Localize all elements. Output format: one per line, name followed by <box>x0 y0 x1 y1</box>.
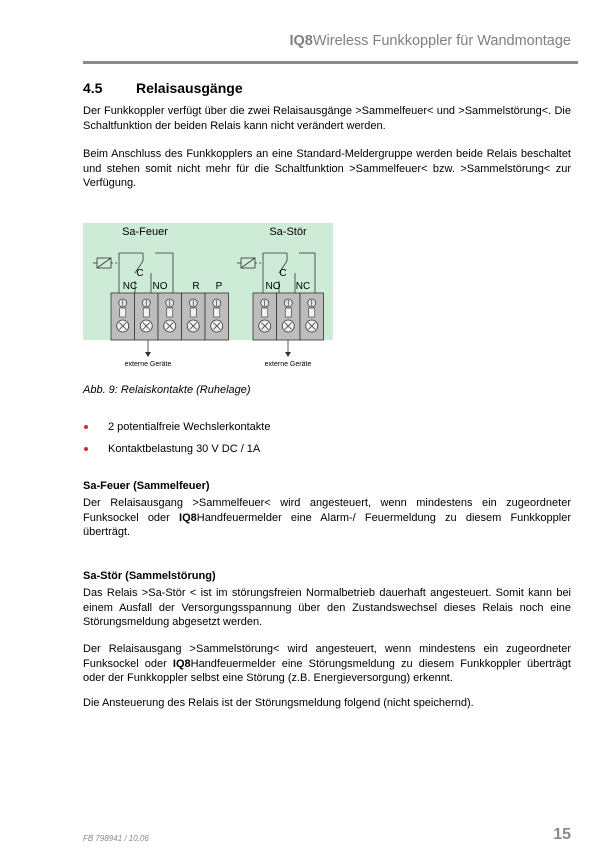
section-heading <box>83 80 243 96</box>
sa-stoer-terminal-label: NO <box>265 281 281 292</box>
sa-stoer-c-label: C <box>279 268 287 279</box>
header-brand: IQ8 <box>289 33 313 49</box>
feature-list <box>83 420 270 464</box>
sa-stoer-text-after: Handfeuermelder eine Störungsmeldung zu diesem Funkkoppler überträgt oder der Funkkoppler selbst eine Störung (z.B. Energieversorgung) erkennt. <box>83 657 571 684</box>
sa-feuer-terminal <box>158 293 182 340</box>
section-number: 4.5 <box>83 80 103 96</box>
header-divider <box>83 61 578 64</box>
connection-paragraph: Beim Anschluss des Funkkopplers an eine Standard-Meldergruppe werden beide Relais beschaltet und stehen somit nicht mehr für die Schaltfunktion >Sammelfeuer< bzw. >Sammelstörung< zur Verfügung. <box>83 148 571 189</box>
sa-stoer-label: Sa-Stör <box>269 226 307 238</box>
sa-feuer-terminal-label: R <box>192 281 200 292</box>
sa-feuer-text-before: Der Relaisausgang >Sammelfeuer< wird angesteuert, wenn mindestens ein zugeordneter Funksockel oder <box>83 497 571 524</box>
sa-feuer-paragraph <box>83 496 571 540</box>
sa-feuer-terminal-block <box>111 293 229 340</box>
sa-stoer-terminal <box>253 293 277 340</box>
sa-feuer-terminal <box>111 293 135 340</box>
sa-feuer-terminal-label: P <box>215 281 223 292</box>
sa-feuer-terminal <box>135 293 159 340</box>
list-item: 2 potentialfreie Wechslerkontakte <box>83 420 270 442</box>
sa-feuer-c-label: C <box>136 268 144 279</box>
sa-stoer-terminal-label: NC <box>295 281 311 292</box>
sa-stoer-external-label: externe Geräte <box>264 361 312 368</box>
page-header <box>289 33 571 49</box>
section-title: Relaisausgänge <box>136 80 243 96</box>
sa-feuer-external-label: externe Geräte <box>124 361 172 368</box>
document-reference: FB 798941 / 10.06 <box>83 834 149 843</box>
intro-paragraph: Der Funkkoppler verfügt über die zwei Relaisausgänge >Sammelfeuer< und >Sammelstörung<. Die Schaltfunktion der beiden Relais kann nicht verändert werden. <box>83 105 571 132</box>
list-item: Kontaktbelastung 30 V DC / 1A <box>83 442 270 464</box>
sa-feuer-terminal <box>205 293 229 340</box>
page-number: 15 <box>553 826 571 843</box>
sa-stoer-paragraph-1: Das Relais >Sa-Stör < ist im störungsfreien Normalbetrieb dauerhaft angesteuert. Somit kann bei einem Ausfall der Versorgungsspannung über den Zustandswechsel dieses Relais noch eine Störungsmeldung abgesetzt werden. <box>83 587 571 628</box>
sa-feuer-brand: IQ8 <box>179 511 197 524</box>
header-title: Wireless Funkkoppler für Wandmontage <box>312 33 571 49</box>
sa-stoer-terminal-block <box>253 293 324 340</box>
relay-diagram <box>83 223 333 373</box>
sa-feuer-terminal-label: NC <box>122 281 138 292</box>
sa-feuer-arrow-icon <box>145 352 151 357</box>
sa-stoer-terminal <box>277 293 301 340</box>
sa-stoer-paragraph-2 <box>83 642 571 686</box>
sa-feuer-text-after: Handfeuermelder eine Alarm-/ Feuermeldung zu diesem Funkkoppler überträgt. <box>83 511 571 538</box>
sa-stoer-heading: Sa-Stör (Sammelstörung) <box>83 570 216 582</box>
sa-stoer-brand: IQ8 <box>172 657 191 670</box>
sa-stoer-paragraph-3: Die Ansteuerung des Relais ist der Störungsmeldung folgend (nicht speichernd). <box>83 697 474 709</box>
sa-stoer-arrow-icon <box>285 352 291 357</box>
sa-stoer-terminal <box>300 293 324 340</box>
sa-feuer-terminal-label: NO <box>152 281 168 292</box>
sa-feuer-heading: Sa-Feuer (Sammelfeuer) <box>83 480 210 492</box>
figure-caption: Abb. 9: Relaiskontakte (Ruhelage) <box>83 384 251 396</box>
sa-feuer-terminal <box>182 293 206 340</box>
sa-stoer-text-before: Der Relaisausgang >Sammelstörung< wird angesteuert, wenn mindestens ein zugeordneter Funksockel oder <box>83 643 571 670</box>
sa-feuer-label: Sa-Feuer <box>122 226 168 238</box>
